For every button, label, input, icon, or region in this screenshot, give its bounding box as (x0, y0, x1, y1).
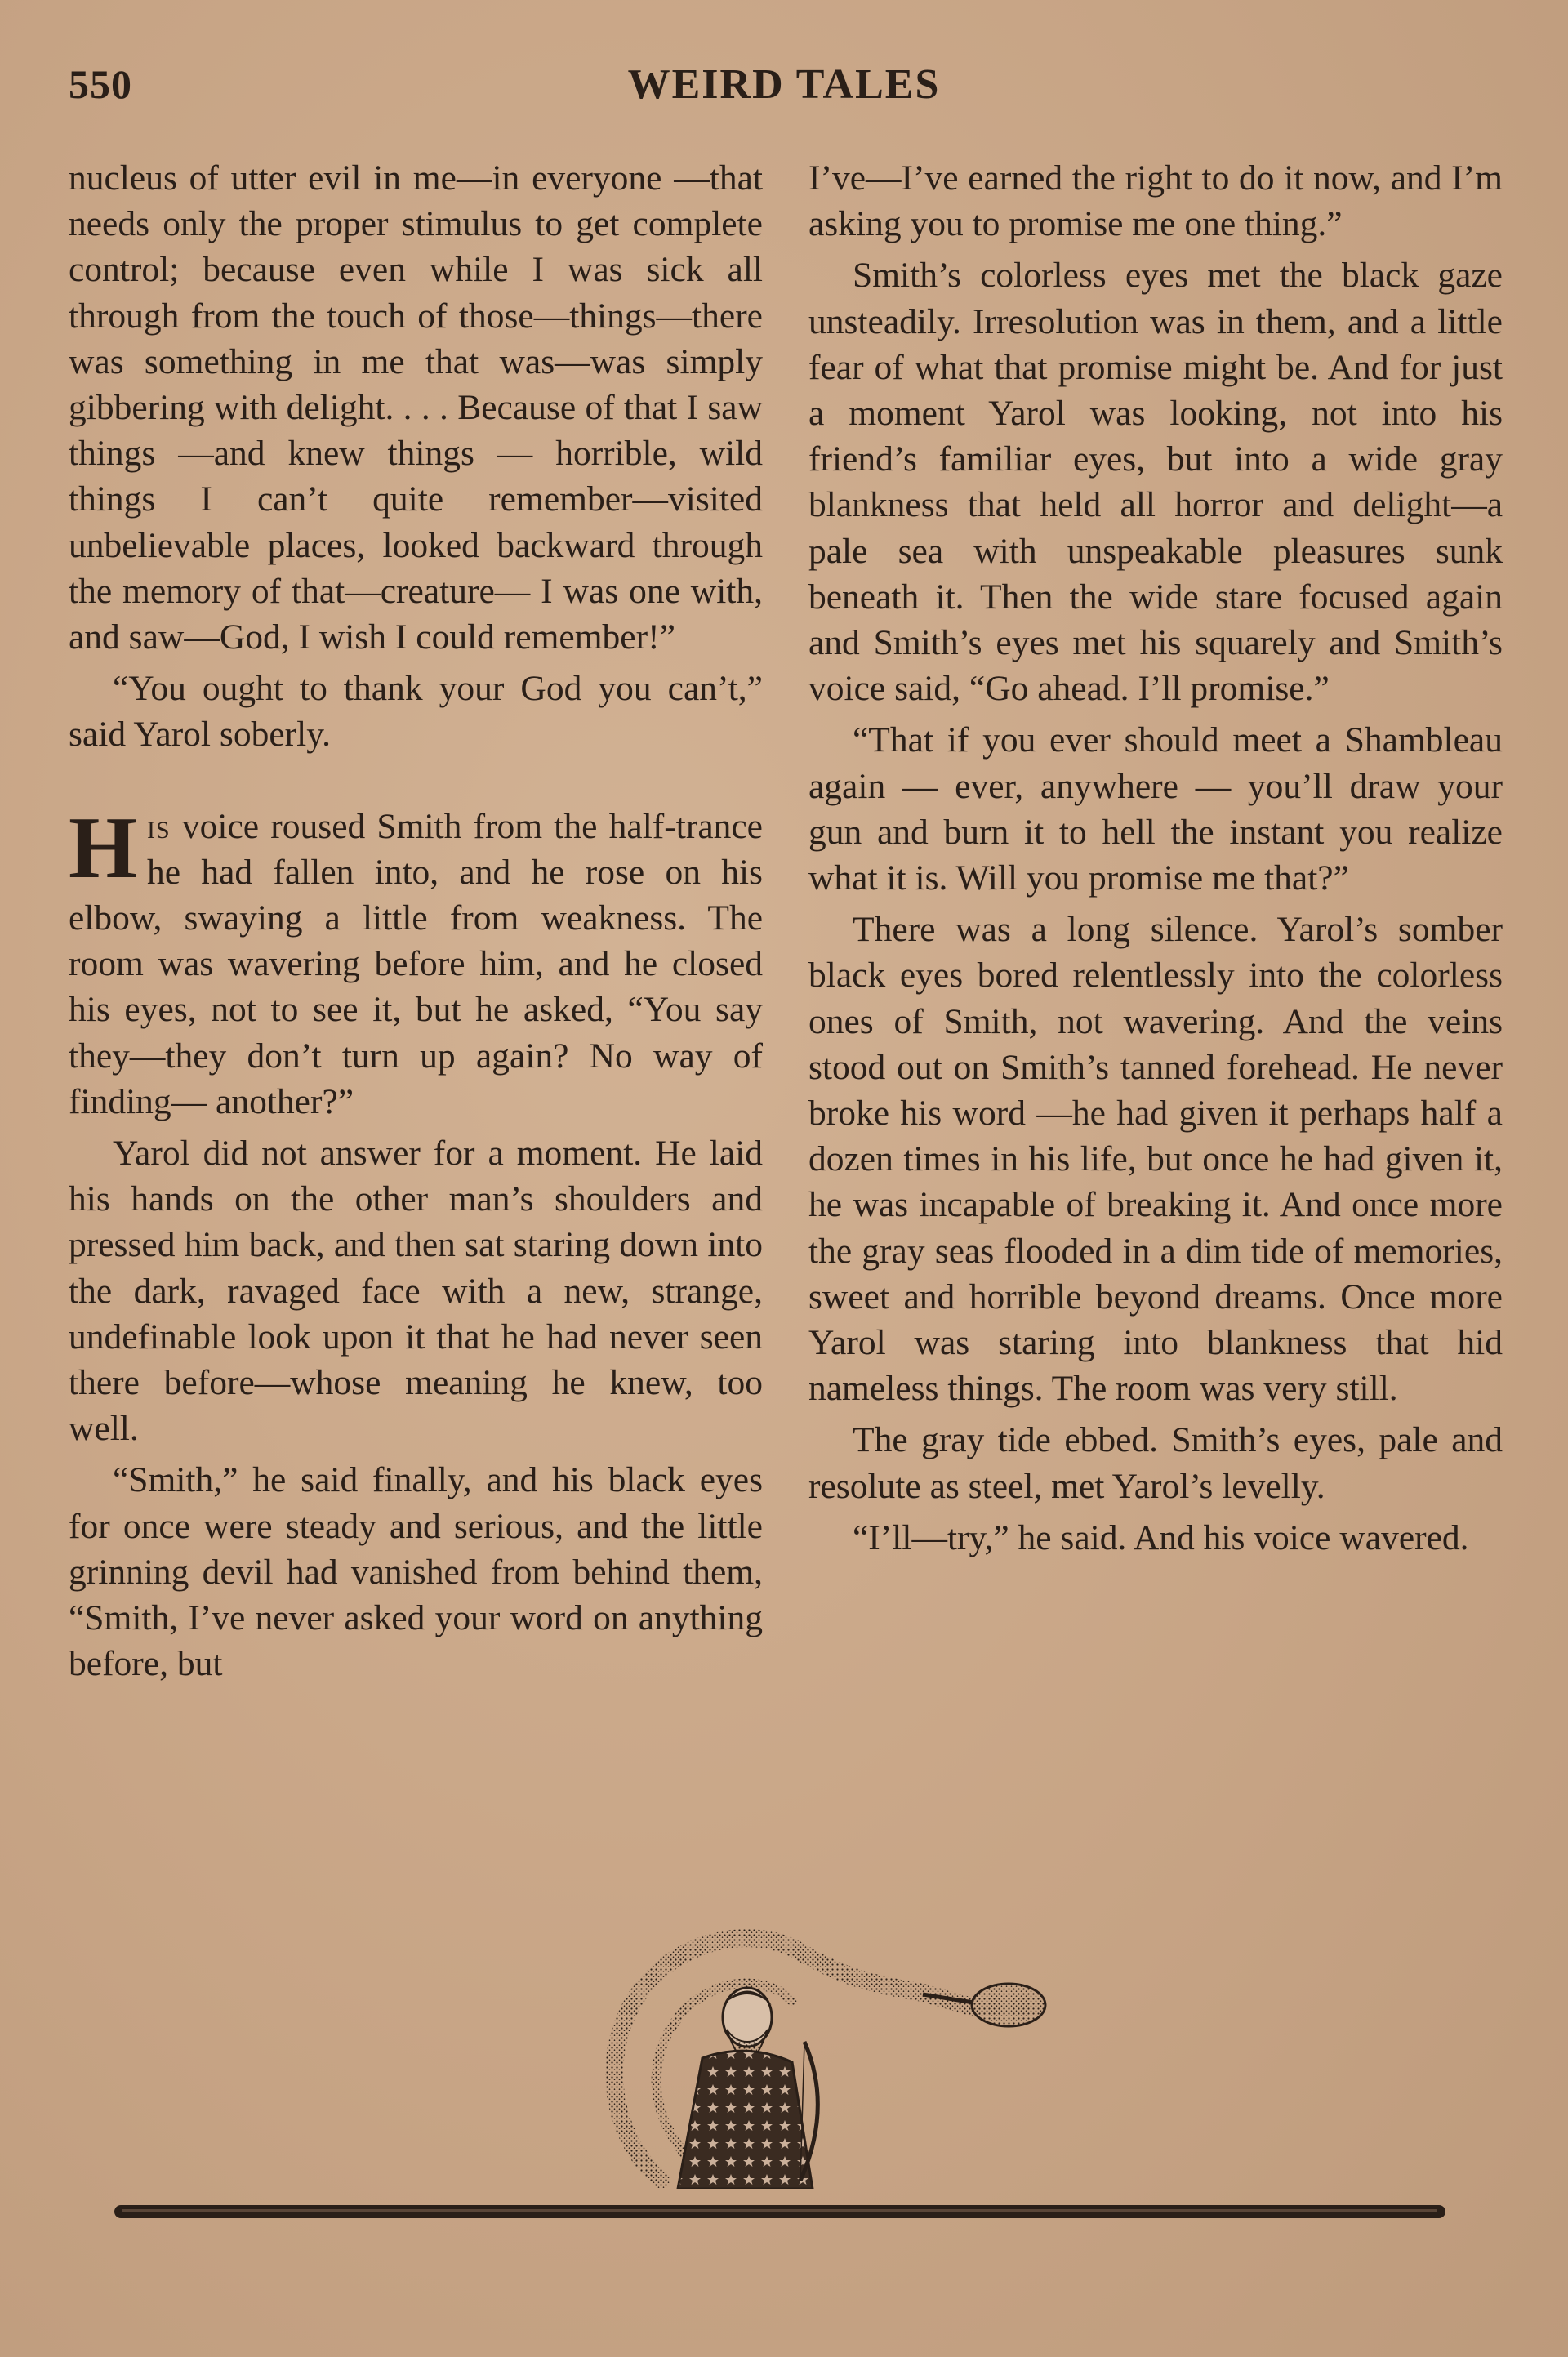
small-caps-lead: is (147, 806, 171, 846)
section-start-paragraph (69, 799, 763, 1125)
right-column (808, 155, 1503, 1566)
paragraph: I’ve—I’ve earned the right to do it now, and I’m asking you to promise me one thing.” (808, 158, 1503, 244)
paragraph: There was a long silence. Yarol’s somber black eyes bored relentlessly into the colorless ones of Smith, not wavering. And the veins stood out on Smith’s tanned forehead. He never broke his word —he had given it perhaps half a dozen times in his life, but once he had given it, he was incapable of breaking it. And once more the gray seas flooded in a dim tide of memories, sweet and horrible beyond dreams. Once more Yarol was staring into blankness that hid nameless things. The room was very still. (808, 910, 1503, 1409)
ladle-bowl (972, 1984, 1045, 2026)
page-number: 550 (69, 61, 132, 107)
paragraph-text: voice roused Smith from the half-trance he had fallen into, and he rose on his elbow, swaying a little from weakness. The room was wavering before him, and he closed his eyes, not to see it, but he asked, “You say they—they don’t turn up again? No way of finding— another?” (69, 806, 763, 1121)
paragraph: “Smith,” he said finally, and his black eyes for once were steady and serious, and the little grinning devil had vanished from behind them, “Smith, I’ve never asked your word on anything before, but (69, 1460, 763, 1684)
page-header (69, 57, 1499, 114)
drop-cap: H (69, 799, 138, 897)
figure-robe (678, 2051, 813, 2189)
left-column (69, 155, 763, 1693)
paragraph: The gray tide ebbed. Smith’s eyes, pale and resolute as steel, met Yarol’s levelly. (808, 1420, 1503, 1506)
seated-bearded-figure-with-smoke-illustration (596, 1919, 1054, 2189)
paragraph: nucleus of utter evil in me—in everyone —that needs only the proper stimulus to get complete control; because even while I was sick all through from the touch of those—things—there was something in me that was—was simply gibbering with delight. . . . Because of that I saw things —and knew things — horrible, wild things I can’t quite remember—visited unbelievable places, looked backward through the memory of that—creature— I was one with, and saw—God, I wish I could remember!” (69, 158, 763, 657)
running-head: WEIRD TALES (627, 61, 941, 108)
bottom-rule (114, 2203, 1446, 2220)
paragraph: “I’ll—try,” he said. And his voice wavered. (853, 1517, 1469, 1557)
paragraph: “That if you ever should meet a Shambleau again — ever, anywhere — you’ll draw your gun and burn it to hell the instant you realize what it is. Will you promise me that?” (808, 720, 1503, 898)
paragraph: Smith’s colorless eyes met the black gaze unsteadily. Irresolution was in them, and a little fear of what that promise might be. And for just a moment Yarol was looking, not into his friend’s familiar eyes, but into a wide gray blankness that held all horror and delight—a pale sea with unspeakable pleasures sunk beneath it. Then the wide stare focused again and Smith’s eyes met his squarely and Smith’s voice said, “Go ahead. I’ll promise.” (808, 256, 1503, 709)
paragraph: Yarol did not answer for a moment. He laid his hands on the other man’s shoulders and pressed him back, and then sat staring down into the dark, ravaged face with a new, strange, undefinable look upon it that he had never seen there before—whose meaning he knew, too well. (69, 1134, 763, 1449)
paragraph: “You ought to thank your God you can’t,” said Yarol soberly. (69, 669, 763, 755)
